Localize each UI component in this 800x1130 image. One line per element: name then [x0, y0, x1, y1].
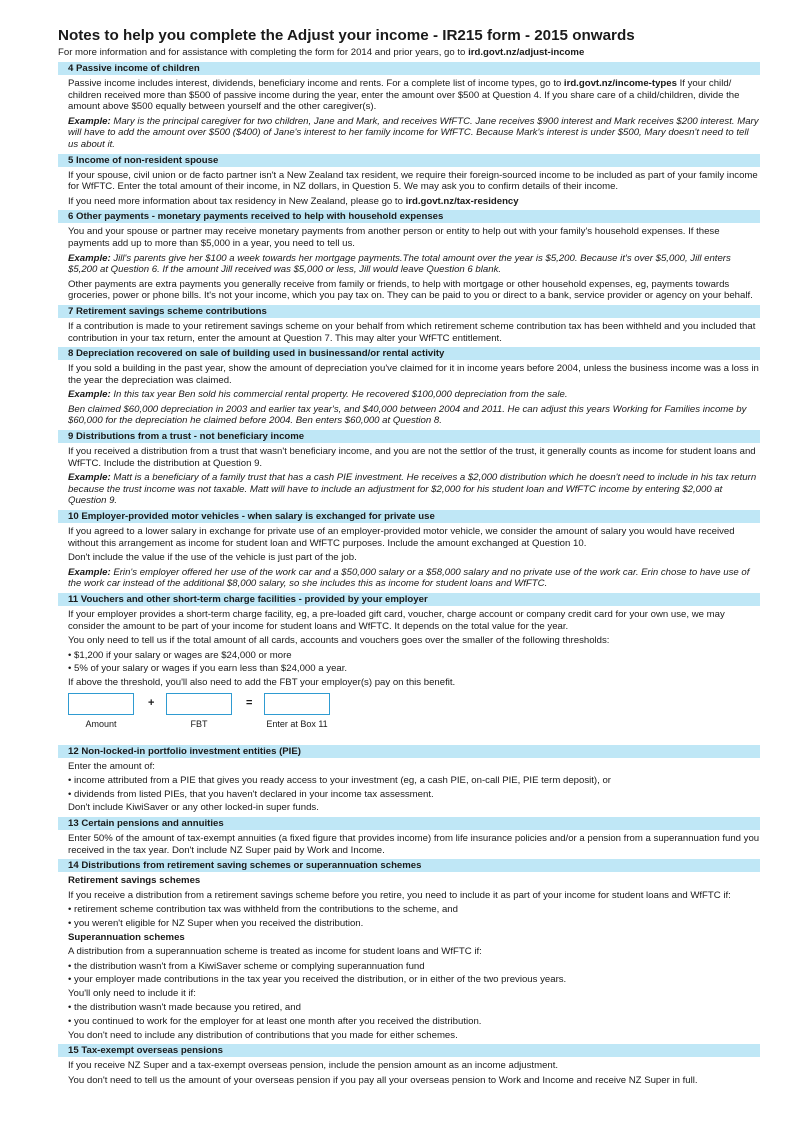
example-text: In this tax year Ben sold his commercial rental property. He recovered $100,000 depreciation from the sale. — [110, 389, 568, 401]
example-label: Example: — [68, 389, 111, 401]
adjust-income-link[interactable]: ird.govt.nz/adjust-income — [468, 47, 585, 58]
example-label: Example: — [68, 252, 111, 264]
section-6-text-2: Other payments are extra payments you generally receive from family or friends, to help with mortgage or other household expenses, eg, payments towards groceries, power or phone bills. It's not your income, which you pay tax on. They can be paid to you or direct to a bank, service provider or agency on your behalf. — [68, 278, 753, 302]
subtitle-text: For more information and for assistance with completing the form for 2014 and prior years, go to — [58, 47, 469, 58]
section-13-text: Enter 50% of the amount of tax-exempt annuities (a fixed figure that provides income) from life insurance policies and/or a pension from a superannuation fund you received in the tax year. Don't include NZ Super paid by Work and Income. — [68, 832, 760, 856]
s4-text-b: If your child/ children received more than $500 of passive income during the year, enter the amount over $500 at Question 4. If you share care of a child/children, divide the amount above $500 equally between yourself and the other caregiver(s). — [68, 78, 740, 113]
section-12-text: Enter the amount of: — [68, 760, 155, 772]
section-9-text: If you received a distribution from a trust that wasn't beneficiary income, and you are not the settlor of the trust, it generally counts as income for student loans and WfFTC. Include the distribution at Question 9. — [68, 446, 756, 469]
section-12-text-2: Don't include KiwiSaver or any other locked-in super funds. — [68, 802, 319, 814]
section-8-example-2: Ben claimed $60,000 depreciation in 2003 and earlier tax year's, and $40,000 between 2004 and 2011. He can adjust this years Working for Families income by $60,000 for the depreciation he claimed before 2004. Ben enters $60,000 at Question 8. — [68, 403, 747, 427]
section-6-example — [68, 253, 760, 276]
equals-sign: = — [246, 696, 253, 709]
page-subtitle — [58, 47, 760, 59]
calculation-boxes — [68, 693, 760, 741]
section-5-heading: 5 Income of non-resident spouse — [58, 154, 760, 167]
section-8-text: If you sold a building in the past year, show the amount of depreciation you've claimed for it in income years before 2004, unless the business income was a loss in the year the depreciation was claimed. — [68, 363, 759, 386]
list-item: • income attributed from a PIE that gives you ready access to your investment (eg, a cash PIE, on-call PIE, PIE term deposit), or — [68, 775, 611, 787]
section-11-text-2: You only need to tell us if the total amount of all cards, accounts and vouchers goes over the smaller of the following thresholds: — [68, 635, 610, 647]
retirement-savings-subheading: Retirement savings schemes — [68, 875, 201, 887]
section-5-text: If your spouse, civil union or de facto partner isn't a New Zealand tax resident, we require their foreign-sourced income to be included as part of your family income for WfFTC. Enter the total amount of their income, in NZ dollars, in Question 5. We may ask you to confirm details of their income. — [68, 169, 758, 193]
amount-label: Amount — [85, 718, 117, 729]
list-item: • retirement scheme contribution tax was withheld from the contributions to the scheme, and — [68, 904, 458, 916]
fbt-input-box[interactable] — [166, 693, 232, 715]
section-6-heading: 6 Other payments - monetary payments received to help with household expenses — [58, 210, 760, 223]
list-item: • $1,200 if your salary or wages are $24,000 or more — [68, 649, 292, 661]
section-6-text: You and your spouse or partner may receive monetary payments from another person or entity to help out with your family's household expenses. If these payments add up to more than $5,000 in a year, you need to tell us. — [68, 226, 720, 249]
example-text: Jill's parents give her $100 a week towards her mortgage payments.The total amount over the year is $5,200. Because it's over $5,000, Jill enters $5,200 at Question 6. If the amount Jill received was $5,000 or less, Jill would leave Question 6 blank. — [68, 252, 731, 276]
section-14-text: If you receive a distribution from a retirement savings scheme before you retire, you need to include it as part of your income for student loans and WfFTC if: — [68, 889, 731, 901]
page-title: Notes to help you complete the Adjust your income - IR215 form - 2015 onwards — [58, 27, 635, 44]
list-item: • you continued to work for the employer for at least one month after you received the distribution. — [68, 1016, 482, 1028]
s4-text-a: Passive income includes interest, dividends, beneficiary income and rents. For a complete list of income types, go to — [68, 78, 564, 89]
section-7-heading: 7 Retirement savings scheme contributions — [58, 305, 760, 318]
enter-at-box-11-label: Enter at Box 11 — [266, 718, 328, 729]
section-10-heading: 10 Employer-provided motor vehicles - when salary is exchanged for private use — [58, 510, 760, 523]
section-8-heading: 8 Depreciation recovered on sale of building used in businessand/or rental activity — [58, 347, 760, 360]
example-text: Matt is a beneficiary of a family trust that has a cash PIE investment. He receives a $2,000 distribution which he doesn't need to include in his tax return because the trust income was not taxable. Matt will have to include an adjustment for $2,000 for his student loan and WfFTC income by entering $2,000 at Question 9. — [68, 472, 757, 507]
s5-text-a: If you need more information about tax residency in New Zealand, please go to — [68, 195, 406, 207]
superannuation-subheading: Superannuation schemes — [68, 931, 185, 943]
section-7-text: If a contribution is made to your retirement savings scheme on your behalf from which retirement scheme contribution tax has been withheld and you included that contribution in your tax return, enter the amount at Question 7. This may alter your WfFTC entitlement. — [68, 320, 756, 344]
section-14-heading: 14 Distributions from retirement saving schemes or superannuation schemes — [58, 859, 760, 872]
section-4-heading: 4 Passive income of children — [58, 62, 760, 75]
example-text: Mary is the principal caregiver for two children, Jane and Mark, and receives WfFTC. Jane receives $900 interest and Mark receives $200 interest. Mary will have to add the amount over $500 ($400) of Jane's interest to her family income for WfFTC. Because Mark's interest is under $500, Mary doesn't need to tell us about it. — [68, 115, 759, 150]
income-types-link[interactable]: ird.govt.nz/income-types — [563, 78, 677, 89]
list-item: • dividends from listed PIEs, that you haven't declared in your income tax assessment. — [68, 788, 434, 800]
section-15-heading: 15 Tax-exempt overseas pensions — [58, 1044, 760, 1057]
section-11-heading: 11 Vouchers and other short-term charge facilities - provided by your employer — [58, 593, 760, 606]
list-item: • 5% of your salary or wages if you earn less than $24,000 a year. — [68, 663, 348, 675]
fbt-label: FBT — [190, 718, 208, 729]
example-label: Example: — [68, 472, 111, 484]
section-11-text: If your employer provides a short-term charge facility, eg, a pre-loaded gift card, voucher, charge account or company credit card for your own use, we may consider the amount to be part of your income for student loans and WfFTC. It depends on the total value for the year. — [68, 609, 725, 632]
section-10-example — [68, 567, 760, 590]
section-10-text: If you agreed to a lower salary in exchange for private use of an employer-provided motor vehicle, we consider the amount of salary you would have received without this arrangement as income for student loan and WfFTC purposes. Include the amount exchanged at Question 10. — [68, 526, 735, 549]
section-14-text-3: You'll only need to include it if: — [68, 987, 196, 999]
section-14-text-4: You don't need to include any distribution of contributions that you made for either schemes. — [68, 1029, 458, 1041]
section-13-heading: 13 Certain pensions and annuities — [58, 817, 760, 830]
section-12-heading: 12 Non-locked-in portfolio investment entities (PIE) — [58, 745, 760, 758]
total-input-box[interactable] — [264, 693, 330, 715]
list-item: • the distribution wasn't from a KiwiSaver scheme or complying superannuation fund — [68, 960, 425, 972]
section-10-text-2: Don't include the value if the use of the vehicle is just part of the job. — [68, 552, 357, 564]
plus-sign: + — [148, 696, 155, 709]
list-item: • you weren't eligible for NZ Super when you received the distribution. — [68, 917, 364, 929]
section-15-text-2: You don't need to tell us the amount of your overseas pension if you pay all your overseas pension to Work and Income and receive NZ Super in full. — [68, 1074, 698, 1086]
section-9-example — [68, 472, 760, 507]
example-label: Example: — [68, 566, 111, 578]
section-15-text: If you receive NZ Super and a tax-exempt overseas pension, include the pension amount as an income adjustment. — [68, 1060, 559, 1072]
tax-residency-link[interactable]: ird.govt.nz/tax-residency — [405, 195, 519, 207]
list-item: • the distribution wasn't made because you retired, and — [68, 1002, 301, 1014]
section-9-heading: 9 Distributions from a trust - not beneficiary income — [58, 430, 760, 443]
section-8-example — [68, 389, 760, 401]
list-item: • your employer made contributions in the tax year you received the distribution, or in either of the two previous years. — [68, 974, 567, 986]
section-14-text-2: A distribution from a superannuation scheme is treated as income for student loans and WfFTC if: — [68, 946, 482, 958]
section-11-text-3: If above the threshold, you'll also need to add the FBT your employer(s) pay on this benefit. — [68, 676, 456, 688]
example-text: Erin's employer offered her use of the work car and a $50,000 salary or a $58,000 salary and no private use of the work car. Erin chose to have use of the work car instead of the additional $8,000 salary, so she includes this as income for student loans and WfFTC. — [68, 566, 750, 590]
section-5-text-2 — [68, 196, 760, 208]
section-4-text — [68, 78, 760, 113]
section-4-example — [68, 116, 760, 151]
example-label: Example: — [68, 115, 111, 127]
amount-input-box[interactable] — [68, 693, 134, 715]
